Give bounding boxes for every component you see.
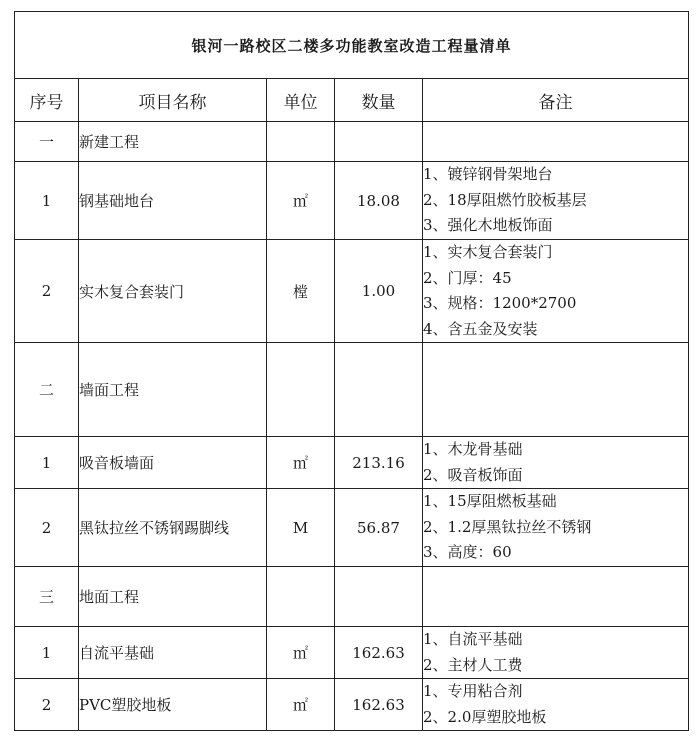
unit-cell: 樘 — [267, 240, 335, 343]
header-seq: 序号 — [15, 79, 79, 122]
header-row — [15, 79, 689, 122]
qty-cell — [335, 567, 423, 627]
note-line: 3、高度：60 — [423, 543, 512, 562]
unit-cell — [267, 343, 335, 437]
table-row — [15, 162, 689, 240]
note-line: 1、专用粘合剂 — [423, 682, 523, 700]
note-line: 1、实木复合套装门 — [423, 243, 553, 261]
unit-cell: ㎡ — [267, 437, 335, 489]
note-line: 2、18厚阻燃竹胶板基层 — [423, 190, 587, 209]
header-note: 备注 — [423, 79, 689, 122]
seq-cell: 1 — [15, 437, 79, 489]
table-title: 银河一路校区二楼多功能教室改造工程量清单 — [15, 12, 689, 79]
note-line: 3、规格：1200*2700 — [423, 294, 577, 312]
unit-cell: M — [267, 489, 335, 567]
qty-cell: 1.00 — [335, 240, 423, 343]
name-cell: 新建工程 — [79, 122, 267, 162]
note-cell — [423, 627, 689, 679]
unit-cell: ㎡ — [267, 679, 335, 731]
table-row — [15, 240, 689, 343]
quantity-list-table — [14, 11, 689, 731]
name-cell: 黑钛拉丝不锈钢踢脚线 — [79, 489, 267, 567]
qty-cell: 162.63 — [335, 627, 423, 679]
seq-cell: 三 — [15, 567, 79, 627]
section-row — [15, 567, 689, 627]
seq-cell: 2 — [15, 489, 79, 567]
note-line: 4、含五金及安装 — [423, 319, 538, 338]
note-line: 1、15厚阻燃板基础 — [423, 492, 557, 511]
note-cell — [423, 679, 689, 731]
note-line: 1、木龙骨基础 — [423, 440, 523, 458]
qty-cell: 213.16 — [335, 437, 423, 489]
table-row — [15, 627, 689, 679]
seq-cell: 一 — [15, 122, 79, 162]
qty-cell — [335, 343, 423, 437]
note-line: 2、吸音板饰面 — [423, 465, 523, 484]
unit-cell — [267, 567, 335, 627]
header-name: 项目名称 — [79, 79, 267, 122]
note-cell — [423, 437, 689, 489]
qty-cell — [335, 122, 423, 162]
header-qty: 数量 — [335, 79, 423, 122]
name-cell: 墙面工程 — [79, 343, 267, 437]
qty-cell: 162.63 — [335, 679, 423, 731]
note-cell — [423, 162, 689, 240]
unit-cell: ㎡ — [267, 162, 335, 240]
seq-cell: 2 — [15, 240, 79, 343]
section-row — [15, 122, 689, 162]
name-cell: PVC塑胶地板 — [79, 679, 267, 731]
table-row — [15, 437, 689, 489]
note-cell — [423, 343, 689, 437]
note-line: 2、门厚：45 — [423, 268, 512, 287]
unit-cell: ㎡ — [267, 627, 335, 679]
qty-cell: 56.87 — [335, 489, 423, 567]
seq-cell: 2 — [15, 679, 79, 731]
table-row — [15, 489, 689, 567]
section-row — [15, 343, 689, 437]
seq-cell: 1 — [15, 627, 79, 679]
name-cell: 自流平基础 — [79, 627, 267, 679]
note-line: 1、自流平基础 — [423, 630, 523, 648]
name-cell: 地面工程 — [79, 567, 267, 627]
unit-cell — [267, 122, 335, 162]
name-cell: 吸音板墙面 — [79, 437, 267, 489]
note-line: 2、2.0厚塑胶地板 — [423, 707, 547, 726]
seq-cell: 二 — [15, 343, 79, 437]
name-cell: 实木复合套装门 — [79, 240, 267, 343]
note-cell — [423, 567, 689, 627]
note-line: 1、镀锌钢骨架地台 — [423, 165, 553, 184]
seq-cell: 1 — [15, 162, 79, 240]
name-cell: 钢基础地台 — [79, 162, 267, 240]
note-cell — [423, 489, 689, 567]
qty-cell: 18.08 — [335, 162, 423, 240]
note-cell — [423, 240, 689, 343]
header-unit: 单位 — [267, 79, 335, 122]
note-line: 2、主材人工费 — [423, 655, 523, 674]
table-row — [15, 679, 689, 731]
note-line: 2、1.2厚黑钛拉丝不锈钢 — [423, 517, 592, 536]
note-line: 3、强化木地板饰面 — [423, 216, 553, 235]
note-cell — [423, 122, 689, 162]
